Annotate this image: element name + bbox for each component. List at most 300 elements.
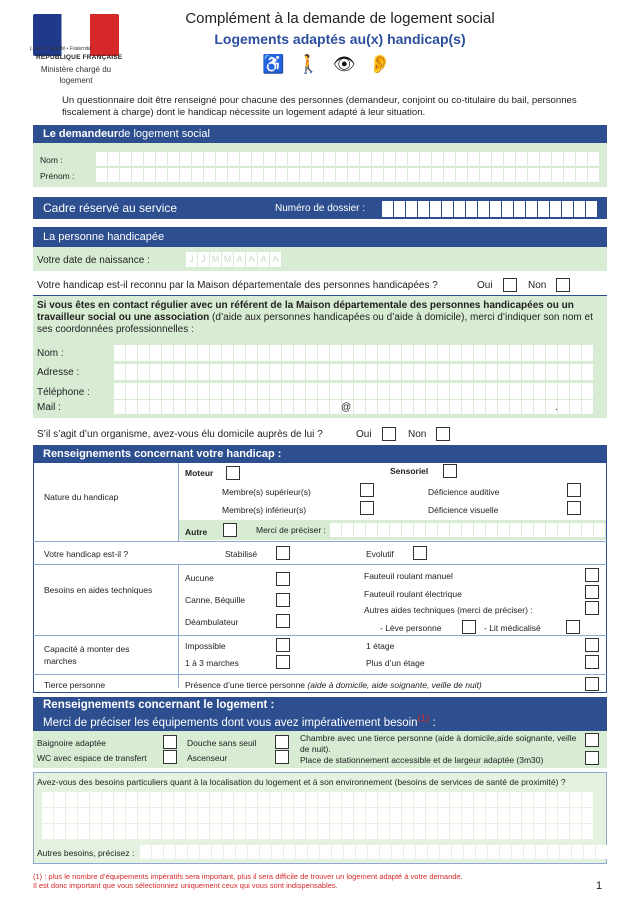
char-box[interactable] — [438, 824, 449, 839]
char-box[interactable] — [414, 824, 425, 839]
char-box[interactable] — [462, 523, 473, 537]
char-box[interactable] — [186, 824, 197, 839]
char-box[interactable] — [426, 808, 437, 823]
char-box[interactable] — [466, 201, 477, 217]
char-box[interactable] — [234, 383, 245, 399]
char-box[interactable] — [246, 824, 257, 839]
char-box[interactable] — [282, 345, 293, 361]
char-box[interactable] — [186, 792, 197, 807]
char-box[interactable] — [500, 845, 511, 859]
char-box[interactable] — [462, 792, 473, 807]
char-box[interactable] — [462, 364, 473, 380]
char-box[interactable] — [198, 383, 209, 399]
char-box[interactable] — [408, 152, 419, 166]
char-box[interactable] — [174, 364, 185, 380]
char-box[interactable] — [162, 383, 173, 399]
char-box[interactable] — [546, 523, 557, 537]
char-box[interactable] — [582, 364, 593, 380]
baignoire-checkbox[interactable] — [163, 735, 177, 749]
char-box[interactable] — [270, 383, 281, 399]
char-box[interactable] — [366, 824, 377, 839]
char-box[interactable] — [126, 824, 137, 839]
char-box[interactable] — [330, 808, 341, 823]
char-box[interactable] — [402, 523, 413, 537]
char-box[interactable] — [564, 168, 575, 182]
char-box[interactable] — [534, 400, 545, 414]
moteur-checkbox[interactable] — [226, 466, 240, 480]
char-box[interactable] — [150, 383, 161, 399]
char-box[interactable] — [560, 845, 571, 859]
char-box[interactable] — [378, 383, 389, 399]
char-box[interactable] — [156, 152, 167, 166]
char-box[interactable] — [246, 400, 257, 414]
char-box[interactable] — [144, 152, 155, 166]
lit-checkbox[interactable] — [566, 620, 580, 634]
char-box[interactable] — [114, 345, 125, 361]
char-box[interactable] — [180, 152, 191, 166]
char-box[interactable] — [258, 824, 269, 839]
char-box[interactable] — [198, 808, 209, 823]
char-box[interactable] — [486, 792, 497, 807]
char-box[interactable] — [414, 808, 425, 823]
char-box[interactable] — [546, 345, 557, 361]
char-box[interactable] — [354, 523, 365, 537]
char-box[interactable] — [284, 845, 295, 859]
char-box[interactable] — [378, 364, 389, 380]
char-box[interactable] — [582, 400, 593, 414]
char-box[interactable] — [528, 152, 539, 166]
char-box[interactable] — [534, 523, 545, 537]
char-box[interactable] — [528, 168, 539, 182]
char-box[interactable] — [276, 168, 287, 182]
char-box[interactable] — [258, 808, 269, 823]
char-box[interactable] — [390, 808, 401, 823]
char-box[interactable] — [162, 364, 173, 380]
char-box[interactable] — [396, 152, 407, 166]
char-box[interactable] — [294, 808, 305, 823]
char-box[interactable] — [378, 345, 389, 361]
char-box[interactable] — [512, 845, 523, 859]
char-box[interactable] — [330, 345, 341, 361]
char-box[interactable] — [240, 152, 251, 166]
fauteuil-elec-checkbox[interactable] — [585, 585, 599, 599]
char-box[interactable] — [402, 824, 413, 839]
char-box[interactable] — [222, 792, 233, 807]
char-box[interactable] — [176, 845, 187, 859]
char-box[interactable] — [336, 152, 347, 166]
ref-telephone-field[interactable] — [114, 383, 593, 399]
char-box[interactable] — [360, 168, 371, 182]
localisation-row[interactable] — [42, 808, 593, 823]
char-box[interactable] — [150, 364, 161, 380]
char-box[interactable] — [498, 824, 509, 839]
localisation-row[interactable] — [42, 824, 593, 839]
char-box[interactable] — [432, 168, 443, 182]
char-box[interactable] — [462, 824, 473, 839]
char-box[interactable] — [522, 400, 533, 414]
char-box[interactable] — [394, 201, 405, 217]
char-box[interactable] — [210, 364, 221, 380]
char-box[interactable] — [120, 168, 131, 182]
char-box[interactable] — [306, 364, 317, 380]
char-box[interactable] — [320, 845, 331, 859]
char-box[interactable] — [222, 400, 233, 414]
char-box[interactable] — [150, 824, 161, 839]
char-box[interactable] — [222, 383, 233, 399]
char-box[interactable] — [402, 383, 413, 399]
char-box[interactable] — [562, 201, 573, 217]
char-box[interactable] — [294, 824, 305, 839]
char-box[interactable] — [224, 845, 235, 859]
reconnu-oui-checkbox[interactable] — [503, 278, 517, 292]
char-box[interactable] — [294, 400, 305, 414]
char-box[interactable] — [258, 400, 269, 414]
char-box[interactable] — [378, 792, 389, 807]
char-box[interactable] — [354, 808, 365, 823]
char-box[interactable] — [318, 364, 329, 380]
place-checkbox[interactable] — [585, 751, 599, 765]
char-box[interactable] — [216, 152, 227, 166]
stabilise-checkbox[interactable] — [276, 546, 290, 560]
char-box[interactable] — [390, 400, 401, 414]
char-box[interactable] — [380, 845, 391, 859]
char-box[interactable] — [510, 400, 521, 414]
char-box[interactable] — [534, 383, 545, 399]
char-box[interactable] — [486, 824, 497, 839]
char-box[interactable] — [416, 845, 427, 859]
char-box[interactable] — [438, 400, 449, 414]
char-box[interactable] — [594, 523, 605, 537]
char-box[interactable] — [342, 364, 353, 380]
char-box[interactable] — [264, 152, 275, 166]
char-box[interactable] — [384, 152, 395, 166]
char-box[interactable] — [426, 345, 437, 361]
char-box[interactable] — [428, 845, 439, 859]
char-box[interactable] — [138, 345, 149, 361]
char-box[interactable] — [366, 808, 377, 823]
char-box[interactable] — [152, 845, 163, 859]
char-box[interactable] — [294, 364, 305, 380]
char-box[interactable] — [96, 168, 107, 182]
char-box[interactable] — [510, 383, 521, 399]
char-box[interactable] — [188, 845, 199, 859]
char-box[interactable] — [354, 824, 365, 839]
char-box[interactable] — [492, 168, 503, 182]
evolutif-checkbox[interactable] — [413, 546, 427, 560]
char-box[interactable] — [510, 364, 521, 380]
char-box[interactable] — [354, 400, 365, 414]
char-box[interactable] — [270, 364, 281, 380]
char-box[interactable] — [114, 383, 125, 399]
char-box[interactable] — [510, 523, 521, 537]
char-box[interactable] — [486, 400, 497, 414]
char-box[interactable] — [378, 400, 389, 414]
char-box[interactable] — [270, 792, 281, 807]
char-box[interactable] — [552, 168, 563, 182]
char-box[interactable] — [474, 808, 485, 823]
char-box[interactable] — [288, 152, 299, 166]
char-box[interactable] — [114, 808, 125, 823]
char-box[interactable] — [450, 792, 461, 807]
char-box[interactable] — [414, 383, 425, 399]
char-box[interactable] — [240, 168, 251, 182]
char-box[interactable] — [486, 345, 497, 361]
char-box[interactable] — [234, 824, 245, 839]
char-box[interactable] — [514, 201, 525, 217]
char-box[interactable] — [162, 792, 173, 807]
char-box[interactable] — [78, 824, 89, 839]
date-char-box[interactable]: M — [222, 252, 233, 267]
char-box[interactable] — [426, 400, 437, 414]
impossible-checkbox[interactable] — [276, 638, 290, 652]
char-box[interactable] — [438, 364, 449, 380]
char-box[interactable] — [164, 845, 175, 859]
char-box[interactable] — [354, 364, 365, 380]
char-box[interactable] — [462, 383, 473, 399]
char-box[interactable] — [558, 400, 569, 414]
char-box[interactable] — [140, 845, 151, 859]
plus-etage-checkbox[interactable] — [585, 655, 599, 669]
char-box[interactable] — [516, 152, 527, 166]
char-box[interactable] — [564, 152, 575, 166]
char-box[interactable] — [318, 345, 329, 361]
char-box[interactable] — [468, 168, 479, 182]
char-box[interactable] — [546, 364, 557, 380]
char-box[interactable] — [186, 808, 197, 823]
char-box[interactable] — [330, 792, 341, 807]
char-box[interactable] — [144, 168, 155, 182]
char-box[interactable] — [454, 201, 465, 217]
demandeur-prenom-field[interactable] — [96, 168, 599, 182]
char-box[interactable] — [54, 824, 65, 839]
char-box[interactable] — [138, 808, 149, 823]
char-box[interactable] — [582, 523, 593, 537]
char-box[interactable] — [198, 364, 209, 380]
char-box[interactable] — [438, 345, 449, 361]
char-box[interactable] — [354, 345, 365, 361]
char-box[interactable] — [570, 364, 581, 380]
char-box[interactable] — [198, 400, 209, 414]
char-box[interactable] — [126, 792, 137, 807]
char-box[interactable] — [588, 152, 599, 166]
char-box[interactable] — [402, 400, 413, 414]
char-box[interactable] — [294, 792, 305, 807]
char-box[interactable] — [222, 364, 233, 380]
char-box[interactable] — [204, 152, 215, 166]
visuelle-checkbox[interactable] — [567, 501, 581, 515]
char-box[interactable] — [390, 364, 401, 380]
char-box[interactable] — [468, 152, 479, 166]
char-box[interactable] — [330, 364, 341, 380]
char-box[interactable] — [282, 808, 293, 823]
membres-inf-checkbox[interactable] — [360, 501, 374, 515]
char-box[interactable] — [354, 792, 365, 807]
char-box[interactable] — [486, 364, 497, 380]
char-box[interactable] — [308, 845, 319, 859]
char-box[interactable] — [456, 152, 467, 166]
char-box[interactable] — [456, 168, 467, 182]
char-box[interactable] — [406, 201, 417, 217]
char-box[interactable] — [270, 345, 281, 361]
char-box[interactable] — [306, 345, 317, 361]
char-box[interactable] — [282, 792, 293, 807]
char-box[interactable] — [558, 523, 569, 537]
char-box[interactable] — [126, 400, 137, 414]
char-box[interactable] — [522, 808, 533, 823]
char-box[interactable] — [126, 808, 137, 823]
char-box[interactable] — [174, 824, 185, 839]
char-box[interactable] — [378, 523, 389, 537]
char-box[interactable] — [162, 824, 173, 839]
char-box[interactable] — [126, 364, 137, 380]
char-box[interactable] — [584, 845, 595, 859]
char-box[interactable] — [450, 364, 461, 380]
char-box[interactable] — [582, 808, 593, 823]
char-box[interactable] — [342, 523, 353, 537]
char-box[interactable] — [474, 364, 485, 380]
char-box[interactable] — [234, 792, 245, 807]
demandeur-nom-field[interactable] — [96, 152, 599, 166]
char-box[interactable] — [534, 345, 545, 361]
char-box[interactable] — [222, 345, 233, 361]
char-box[interactable] — [342, 383, 353, 399]
char-box[interactable] — [522, 824, 533, 839]
char-box[interactable] — [574, 201, 585, 217]
char-box[interactable] — [150, 808, 161, 823]
char-box[interactable] — [294, 345, 305, 361]
char-box[interactable] — [318, 792, 329, 807]
char-box[interactable] — [162, 808, 173, 823]
char-box[interactable] — [78, 808, 89, 823]
char-box[interactable] — [570, 523, 581, 537]
char-box[interactable] — [186, 364, 197, 380]
char-box[interactable] — [588, 168, 599, 182]
char-box[interactable] — [536, 845, 547, 859]
char-box[interactable] — [180, 168, 191, 182]
char-box[interactable] — [330, 383, 341, 399]
char-box[interactable] — [126, 345, 137, 361]
char-box[interactable] — [558, 383, 569, 399]
char-box[interactable] — [546, 824, 557, 839]
char-box[interactable] — [368, 845, 379, 859]
char-box[interactable] — [210, 400, 221, 414]
char-box[interactable] — [348, 152, 359, 166]
char-box[interactable] — [282, 383, 293, 399]
membres-sup-checkbox[interactable] — [360, 483, 374, 497]
char-box[interactable] — [90, 792, 101, 807]
char-box[interactable] — [462, 400, 473, 414]
char-box[interactable] — [252, 152, 263, 166]
auditive-checkbox[interactable] — [567, 483, 581, 497]
char-box[interactable] — [306, 792, 317, 807]
char-box[interactable] — [522, 792, 533, 807]
char-box[interactable] — [318, 400, 329, 414]
char-box[interactable] — [162, 345, 173, 361]
char-box[interactable] — [246, 792, 257, 807]
char-box[interactable] — [474, 523, 485, 537]
char-box[interactable] — [522, 523, 533, 537]
char-box[interactable] — [114, 364, 125, 380]
char-box[interactable] — [246, 345, 257, 361]
char-box[interactable] — [270, 808, 281, 823]
char-box[interactable] — [272, 845, 283, 859]
char-box[interactable] — [96, 152, 107, 166]
char-box[interactable] — [510, 345, 521, 361]
char-box[interactable] — [524, 845, 535, 859]
char-box[interactable] — [510, 792, 521, 807]
char-box[interactable] — [324, 152, 335, 166]
char-box[interactable] — [200, 845, 211, 859]
fauteuil-manuel-checkbox[interactable] — [585, 568, 599, 582]
char-box[interactable] — [222, 808, 233, 823]
char-box[interactable] — [474, 345, 485, 361]
char-box[interactable] — [132, 168, 143, 182]
char-box[interactable] — [420, 168, 431, 182]
char-box[interactable] — [366, 400, 377, 414]
char-box[interactable] — [414, 792, 425, 807]
char-box[interactable] — [390, 792, 401, 807]
char-box[interactable] — [354, 383, 365, 399]
char-box[interactable] — [582, 383, 593, 399]
char-box[interactable] — [192, 168, 203, 182]
char-box[interactable] — [462, 808, 473, 823]
char-box[interactable] — [312, 152, 323, 166]
char-box[interactable] — [210, 824, 221, 839]
char-box[interactable] — [444, 168, 455, 182]
char-box[interactable] — [582, 345, 593, 361]
char-box[interactable] — [228, 152, 239, 166]
char-box[interactable] — [248, 845, 259, 859]
char-box[interactable] — [534, 364, 545, 380]
autre-preciser-field[interactable] — [330, 523, 605, 537]
char-box[interactable] — [168, 152, 179, 166]
char-box[interactable] — [546, 792, 557, 807]
char-box[interactable] — [330, 400, 341, 414]
char-box[interactable] — [522, 364, 533, 380]
localisation-field[interactable] — [42, 792, 593, 840]
char-box[interactable] — [480, 152, 491, 166]
char-box[interactable] — [426, 523, 437, 537]
char-box[interactable] — [378, 824, 389, 839]
char-box[interactable] — [426, 792, 437, 807]
char-box[interactable] — [66, 824, 77, 839]
char-box[interactable] — [78, 792, 89, 807]
char-box[interactable] — [570, 400, 581, 414]
char-box[interactable] — [120, 152, 131, 166]
char-box[interactable] — [138, 824, 149, 839]
char-box[interactable] — [382, 201, 393, 217]
char-box[interactable] — [366, 523, 377, 537]
char-box[interactable] — [426, 364, 437, 380]
char-box[interactable] — [438, 523, 449, 537]
char-box[interactable] — [510, 808, 521, 823]
char-box[interactable] — [366, 383, 377, 399]
deambulateur-checkbox[interactable] — [276, 614, 290, 628]
autres-aides-checkbox[interactable] — [585, 601, 599, 615]
char-box[interactable] — [216, 168, 227, 182]
char-box[interactable] — [336, 168, 347, 182]
char-box[interactable] — [258, 792, 269, 807]
canne-checkbox[interactable] — [276, 593, 290, 607]
leve-checkbox[interactable] — [462, 620, 476, 634]
wc-checkbox[interactable] — [163, 750, 177, 764]
char-box[interactable] — [462, 345, 473, 361]
char-box[interactable] — [498, 792, 509, 807]
char-box[interactable] — [282, 400, 293, 414]
char-box[interactable] — [270, 400, 281, 414]
char-box[interactable] — [294, 383, 305, 399]
char-box[interactable] — [306, 383, 317, 399]
